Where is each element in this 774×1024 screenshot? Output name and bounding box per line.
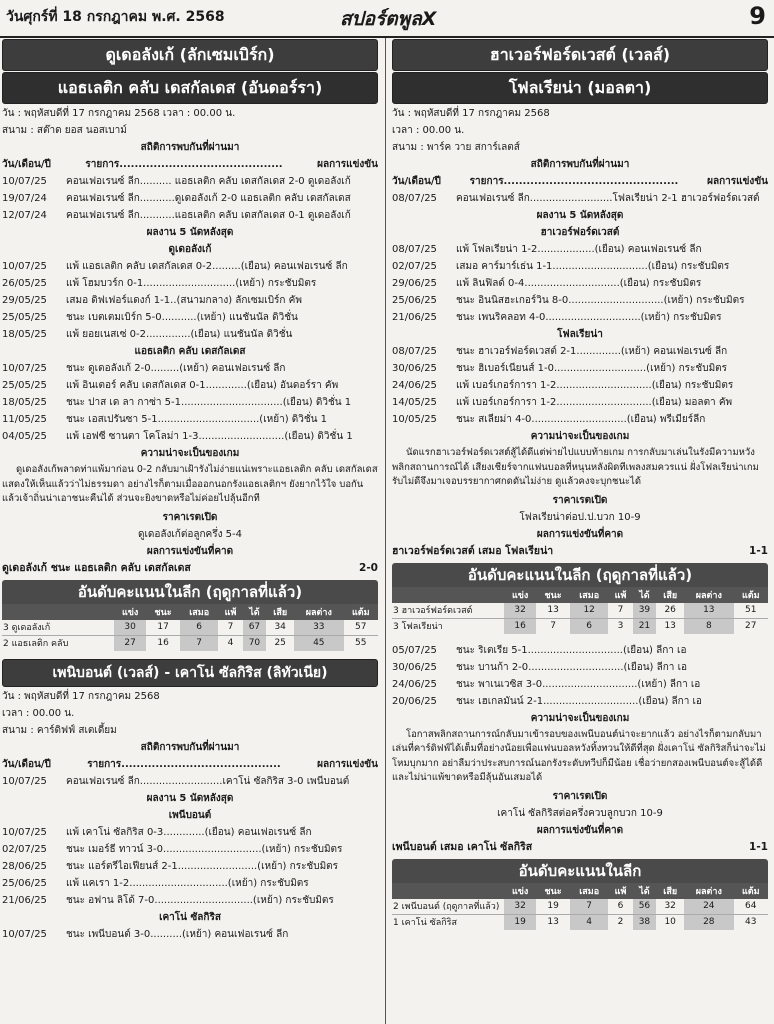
standings-title: อันดับคะแนนในลีก (ฤดูกาลที่แล้ว) [2, 580, 378, 604]
row-date: 21/06/25 [392, 312, 437, 323]
m1-h2h-title: สถิติการพบกันที่ผ่านมา [140, 142, 240, 153]
row-date: 25/05/25 [2, 380, 47, 391]
row-text: ชนะ ฮาเวอร์ฟอร์ดเวสต์ 2-1..............(เหย้า) คอนเฟอเรนซ์ ลีก [456, 346, 728, 357]
row-text: ชนะ เพนริคลอท 4-0..............................(เหย้า) กระชับมิตร [456, 312, 722, 323]
m3-analysis-text: นัดแรกฮาเวอร์ฟอร์ดเวสต์สู้ได้ดีแต่พ่ายไปแบบท้ายเกม การกลับมาเล่นในรังมีความหวังพลิกสถานการณ์ได้ เสียงเชียร์จากแฟนบอลที่หนุนหลังผิดทีเพลงสมควรแน่ ฝั่งโฟลเรียน่าเกมรับไม่ดีจึงมาเจอบรรยากาศกดดันไม่ง่าย ดูแล้วคงจะบุกชนะได้ [392, 447, 759, 487]
cell: 70 [243, 635, 267, 651]
cell: 16 [504, 618, 536, 634]
row-text: คอนเฟอเรนซ์ ลีก...........แอธเลติก คลับ เดสกัลเดส 0-1 ดูเดอลังเก้ [66, 210, 351, 221]
form-row [2, 309, 378, 326]
col-against: เสีย [266, 604, 294, 620]
col-played: แข่ง [504, 587, 536, 603]
row-text: ชนะ เมอร์ธี ทาวน์ 3-0...............................(เหย้า) กระชับมิตร [66, 843, 343, 855]
row-date: 21/06/25 [2, 894, 47, 906]
row-text: ชนะ ริเตเรีย 5-1..............................(เยือน) ลีกา เอ [456, 644, 687, 656]
m3-price-title: ราคาเรตเปิด [552, 494, 608, 506]
row-text: คอนเฟอเรนซ์ ลีก..........................โฟลเรียน่า 2-1 ฮาเวอร์ฟอร์ดเวสต์ [456, 193, 760, 204]
cell: 64 [734, 899, 768, 915]
row-text: แพ้ อินเตอร์ คลับ เดสกัลเดส 0-1.............(เยือน) อันดอร์รา คัพ [66, 380, 339, 391]
m1-away-form-team: แอธเลติก คลับ เดสกัลเดส [134, 346, 246, 357]
column-divider [385, 38, 386, 1024]
col-points: แต้ม [344, 604, 378, 620]
prediction-text: ฮาเวอร์ฟอร์ดเวสต์ เสมอ โฟลเรียน่า [392, 544, 554, 557]
m3-standings [392, 563, 768, 634]
row-date: 10/07/25 [2, 928, 47, 940]
row-date: 26/05/25 [2, 278, 47, 289]
m3-prediction [392, 543, 768, 560]
h2h-col-comp: รายการ.......................................... [87, 758, 281, 770]
row-text: คอนเฟอเรนซ์ ลีก..........................เคาโน่ ซัลกิริส 3-0 เพนีบอนต์ [66, 775, 350, 787]
m3-away-team-banner: โฟลเรียน่า (มอลตา) [392, 72, 768, 104]
row-date: 20/06/25 [392, 695, 437, 707]
row-text: ชนะ เอสเปรันซา 5-1................................(เหย้า) ดิวิชั่น 1 [66, 414, 328, 425]
cell: 17 [146, 620, 180, 636]
team-col [2, 604, 114, 620]
col-lost: แพ้ [608, 883, 632, 899]
col-won: ชนะ [536, 587, 570, 603]
m1-match-day: วัน : พฤหัสบดีที่ 17 กรกฎาคม 2568 เวลา : 00.00 น. [2, 108, 236, 119]
row-text: ชนะ ฮิเบอร์เนียนส์ 1-0.............................(เหย้า) กระชับมิตร [456, 363, 728, 374]
right-column [392, 38, 768, 1024]
m2-away-form-team: เคาโน่ ซัลกิริส [159, 911, 221, 923]
prediction-score: 2-0 [359, 561, 378, 574]
col-won: ชนะ [146, 604, 180, 620]
cell: 7 [550, 621, 556, 631]
team-name: 1 เคาโน่ ซัลกิริส [393, 918, 457, 928]
m2-away-form-list-continued [392, 642, 768, 710]
h2h-col-date: วัน/เดือน/ปี [392, 176, 441, 187]
prediction-score: 1-1 [749, 840, 768, 853]
cell: 45 [294, 635, 343, 651]
cell: 32 [504, 899, 536, 915]
team-name: 2 แอธเลติก คลับ [3, 639, 69, 649]
col-diff: ผลต่าง [684, 883, 733, 899]
cell: 30 [114, 620, 146, 636]
h2h-col-comp: รายการ........................................... [85, 159, 283, 170]
cell: 7 [180, 635, 219, 651]
cell: 6 [608, 899, 632, 915]
m1-analysis-text: ดูเดอลังเก้พลาดท่าแพ้มาก่อน 0-2 กลับมาเฝ้ารังไม่ง่ายแน่เพราะแอธเลติก คลับ เดสกัลเดสแสดงให้เห็นแล้วว่าไม่ธรรมดา อย่างไรก็ตามเมื่อออกนอกรังแอธเลติกฯ ยังยากไว้ใจ บอกันแล้วเจ้าถิ่นน่าเอาชนะคืนได้ ส่วนจะยิงขาดหรือไม่ค่อยไปลุ้นอีกที [2, 464, 378, 504]
standings-row [392, 618, 768, 634]
publication-logo: สปอร์ตพูลX [340, 8, 437, 30]
h2h-row [2, 173, 378, 190]
page-number: 9 [749, 2, 766, 30]
form-row [392, 676, 768, 693]
row-text: แพ้ เบอร์เกอร์การา 1-2..............................(เยือน) กระชับมิตร [456, 380, 734, 391]
h2h-row [2, 207, 378, 224]
cell: 27 [745, 621, 757, 631]
row-text: ชนะ ดูเดอลังเก้ 2-0.........(เหย้า) คอนเฟอเรนซ์ ลีก [66, 363, 286, 374]
row-text: ชนะ ปาส เด ลา กาซ่า 5-1................................(เยือน) ดิวิชั่น 1 [66, 397, 352, 408]
row-date: 10/07/25 [2, 176, 47, 187]
m3-h2h-title: สถิติการพบกันที่ผ่านมา [530, 159, 630, 170]
m1-home-form-team: ดูเดอลังเก้ [168, 244, 212, 255]
standings-table [392, 587, 768, 634]
standings-title: อันดับคะแนนในลีก (ฤดูกาลที่แล้ว) [392, 563, 768, 587]
row-date: 12/07/24 [2, 210, 47, 221]
row-text: ชนะ อินนิสฮะเกอร์วิน 8-0..............................(เหย้า) กระชับมิตร [456, 295, 745, 306]
page-header [0, 0, 774, 38]
col-for: ได้ [243, 604, 267, 620]
form-row [2, 275, 378, 292]
cell: 2 [617, 917, 624, 927]
m3-form-title: ผลงาน 5 นัดหลังสุด [536, 210, 624, 221]
form-row [2, 377, 378, 394]
m2-prediction-title: ผลการแข่งขันที่คาด [536, 824, 624, 836]
cell: 57 [344, 620, 378, 636]
row-date: 10/07/25 [2, 775, 47, 787]
cell: 33 [294, 620, 343, 636]
standings-header-row [392, 587, 768, 603]
row-text: แพ้ แอธเลติก คลับ เดสกัลเดส 0-2.........(เยือน) คอนเฟอเรนซ์ ลีก [66, 261, 348, 272]
h2h-row [2, 190, 378, 207]
standings-row [2, 635, 378, 651]
prediction-text: เพนีบอนต์ เสมอ เคาโน่ ซัลกิริส [392, 840, 533, 853]
standings-table [392, 883, 768, 930]
standings-row [392, 603, 768, 619]
form-row [392, 309, 768, 326]
m2-price-title: ราคาเรตเปิด [552, 790, 608, 802]
row-date: 14/05/25 [392, 397, 437, 408]
m2-match-banner: เพนิบอนต์ (เวลส์) - เคาโน่ ซัลกิริส (ลิทัวเนีย) [2, 659, 378, 687]
row-date: 24/06/25 [392, 678, 437, 690]
cell: 39 [633, 603, 657, 619]
m1-home-team-banner: ดูเดอลังเก้ (ลักเซมเบิร์ก) [2, 39, 378, 71]
m2-match-time: เวลา : 00.00 น. [2, 707, 75, 719]
row-text: คอนเฟอเรนซ์ ลีก.......... แอธเลติก คลับ เดสกัลเดส 2-0 ดูเดอลังเก้ [66, 176, 351, 187]
cell: 13 [536, 603, 570, 619]
col-played: แข่ง [114, 604, 146, 620]
h2h-col-comp: รายการ.............................................. [469, 176, 679, 187]
cell: 67 [243, 620, 267, 636]
row-date: 18/05/25 [2, 397, 47, 408]
m3-price: โฟลเรียน่าต่อป.ป.บวก 10-9 [519, 511, 641, 523]
cell: 7 [218, 620, 242, 636]
cell: 13 [664, 621, 676, 631]
row-date: 08/07/25 [392, 244, 437, 255]
m3-home-form-team: ฮาเวอร์ฟอร์ดเวสต์ [540, 227, 620, 238]
form-row [2, 892, 378, 909]
m3-home-form-list [392, 241, 768, 326]
cell: 7 [608, 603, 632, 619]
row-date: 29/05/25 [2, 295, 47, 306]
h2h-row [2, 773, 378, 790]
col-drawn: เสมอ [570, 587, 609, 603]
cell: 24 [684, 899, 733, 915]
col-points: แต้ม [734, 587, 768, 603]
row-text: ชนะ เบตเตมเบิร์ก 5-0...........(เหย้า) แนชันนัล ดิวิชั่น [66, 312, 298, 323]
row-date: 11/05/25 [2, 414, 47, 425]
m1-venue: สนาม : สต๊าด ยอส นอสเบาม์ [2, 125, 127, 136]
m2-venue: สนาม : คาร์ดิฟฟ์ สเตเดี้ยม [2, 724, 117, 736]
row-date: 05/07/25 [392, 644, 437, 656]
m2-analysis-title: ความน่าจะเป็นของเกม [530, 712, 630, 724]
cell: 56 [633, 899, 657, 915]
row-date: 24/06/25 [392, 380, 437, 391]
form-row [2, 326, 378, 343]
form-row [392, 258, 768, 275]
prediction-text: ดูเดอลังเก้ ชนะ แอธเลติก คลับ เดสกัลเดส [2, 561, 191, 574]
row-text: แพ้ เอฟซี ซานตา โคโลม่า 1-3...........................(เยือน) ดิวิชั่น 1 [66, 431, 353, 442]
standings-title: อันดับคะแนนในลีก [392, 859, 768, 883]
row-text: แพ้ ลินฟิลด์ 0-4..............................(เยือน) กระชับมิตร [456, 278, 702, 289]
form-row [392, 360, 768, 377]
cell: 6 [570, 618, 609, 634]
cell: 51 [734, 603, 768, 619]
row-text: ชนะ บานก้า 2-0..............................(เยือน) ลีกา เอ [456, 661, 688, 673]
standings-row [392, 914, 768, 930]
m1-prediction [2, 560, 378, 577]
form-row [2, 858, 378, 875]
row-text: คอนเฟอเรนซ์ ลีก...........ดูเดอลังเก้ 2-0 แอธเลติก คลับ เดสกัลเดส [66, 193, 351, 204]
form-row [392, 394, 768, 411]
m2-analysis-text: โอกาสพลิกสถานการณ์กลับมาเข้ารอบของเพนีบอนต์น่าจะยากแล้ว อย่างไรก็ตามกลับมาเล่นที่คาร์ดิฟฟ์ได้เต็มที่อย่างน้อยเพื่อแฟนบอลหวังทิ้งทวนให้ดีที่สุด ฝั่งเคาโน่ ซัลกิริสก็น่าจะไม่โหมบุกมาก อย่าลืมว่าประสบการณ์นอกรังระดับทวีปก็มีน้อย เชื่อว่ายกสองเพนีบอนต์จะสู้ได้ดีและไม่น่าแพ้ขาดหรือมีลุ้นอันเสมอได้ [392, 728, 766, 783]
form-row [392, 642, 768, 659]
row-text: แพ้ เคาโน่ ซัลกิริส 0-3.............(เยือน) คอนเฟอเรนซ์ ลีก [66, 826, 312, 838]
m2-form-title: ผลงาน 5 นัดหลังสุด [146, 792, 234, 804]
row-date: 25/06/25 [2, 877, 47, 889]
form-row [2, 394, 378, 411]
m3-away-form-list [392, 343, 768, 428]
form-row [392, 241, 768, 258]
row-date: 02/07/25 [2, 843, 47, 855]
m1-away-team-banner: แอธเลติก คลับ เดสกัลเดส (อันดอร์รา) [2, 72, 378, 104]
m1-form-title: ผลงาน 5 นัดหลังสุด [146, 227, 234, 238]
m2-h2h-header [2, 756, 378, 773]
form-row [2, 824, 378, 841]
col-played: แข่ง [504, 883, 536, 899]
row-text: ชนะ พาเนเวซิส 3-0..............................(เหย้า) ลีกา เอ [456, 678, 701, 690]
form-row [2, 428, 378, 445]
h2h-col-date: วัน/เดือน/ปี [2, 159, 51, 170]
col-diff: ผลต่าง [294, 604, 343, 620]
form-row [2, 926, 378, 943]
standings-row [2, 620, 378, 636]
team-name: 3 ดูเดอลังเก้ [2, 620, 114, 636]
cell: 43 [745, 917, 757, 927]
cell: 7 [570, 899, 609, 915]
col-for: ได้ [633, 883, 657, 899]
m2-home-form-list [2, 824, 378, 909]
team-col [392, 587, 504, 603]
m1-home-form-list [2, 258, 378, 343]
row-text: ชนะ แอร์ตรีไอเฟียนส์ 2-1.........................(เหย้า) กระชับมิตร [66, 860, 339, 872]
m3-venue: สนาม : พาร์ค วาย สการ์เลตส์ [392, 142, 520, 153]
m1-away-form-list [2, 360, 378, 445]
left-column [2, 38, 378, 1024]
row-text: ชนะ สเลียม่า 4-0..............................(เยือน) พรีเมียร์ลีก [456, 414, 706, 425]
cell: 13 [684, 603, 733, 619]
col-for: ได้ [633, 587, 657, 603]
cell: 8 [684, 618, 733, 634]
row-date: 10/07/25 [2, 363, 47, 374]
m3-home-team-banner: ฮาเวอร์ฟอร์ดเวสต์ (เวลส์) [392, 39, 768, 71]
team-name: 2 เพนีบอนต์ (ฤดูกาลที่แล้ว) [392, 899, 504, 915]
standings-header-row [2, 604, 378, 620]
col-drawn: เสมอ [180, 604, 219, 620]
m2-h2h-title: สถิติการพบกันที่ผ่านมา [140, 741, 240, 753]
cell: 4 [570, 914, 609, 930]
team-col [392, 883, 504, 899]
form-row [392, 411, 768, 428]
row-date: 19/07/24 [2, 193, 47, 204]
row-text: แพ้ เบอร์เกอร์การา 1-2..............................(เยือน) มอลตา คัพ [456, 397, 733, 408]
col-lost: แพ้ [218, 604, 242, 620]
cell: 25 [274, 638, 286, 648]
h2h-col-result: ผลการแข่งขัน [317, 758, 378, 770]
m2-prediction [392, 839, 768, 856]
m1-price-title: ราคาเรตเปิด [162, 511, 218, 523]
form-row [2, 841, 378, 858]
cell: 6 [180, 620, 219, 636]
col-lost: แพ้ [608, 587, 632, 603]
cell: 13 [547, 917, 559, 927]
m3-h2h-header [392, 173, 768, 190]
row-date: 10/07/25 [2, 261, 47, 272]
row-text: แพ้ แคเรา 1-2...............................(เหย้า) กระชับมิตร [66, 877, 309, 889]
m1-prediction-title: ผลการแข่งขันที่คาด [146, 545, 234, 557]
form-row [392, 659, 768, 676]
form-row [392, 377, 768, 394]
cell: 32 [504, 603, 536, 619]
row-text: เสมอ ดิฟเฟอร์แดงก์ 1-1..(สนามกลาง) ลักเซมเบิร์ก คัพ [66, 295, 302, 306]
m3-away-form-team: โฟลเรียน่า [557, 329, 603, 340]
standings-row [392, 899, 768, 915]
cell: 19 [536, 899, 570, 915]
m2-price: เคาโน่ ซัลกิริสต่อครึ่งควบลูกบวก 10-9 [497, 807, 663, 819]
cell: 21 [633, 618, 657, 634]
cell: 3 [617, 621, 624, 631]
h2h-col-result: ผลการแข่งขัน [707, 176, 768, 187]
col-diff: ผลต่าง [684, 587, 733, 603]
row-date: 25/06/25 [392, 295, 437, 306]
row-text: แพ้ โฟลเรียน่า 1-2..................(เยือน) คอนเฟอเรนซ์ ลีก [456, 244, 702, 255]
h2h-col-result: ผลการแข่งขัน [317, 159, 378, 170]
h2h-row [392, 190, 768, 207]
row-date: 04/05/25 [2, 431, 47, 442]
form-row [392, 693, 768, 710]
row-date: 02/07/25 [392, 261, 437, 272]
col-against: เสีย [656, 587, 684, 603]
row-date: 30/06/25 [392, 363, 437, 374]
form-row [2, 292, 378, 309]
cell: 10 [664, 917, 676, 927]
cell: 27 [114, 635, 146, 651]
m3-analysis-title: ความน่าจะเป็นของเกม [530, 431, 630, 442]
cell: 28 [684, 914, 733, 930]
row-text: ชนะ เพนีบอนต์ 3-0..........(เหย้า) คอนเฟอเรนซ์ ลีก [66, 928, 289, 940]
cell: 4 [227, 638, 234, 648]
cell: 32 [656, 899, 684, 915]
form-row [2, 360, 378, 377]
col-drawn: เสมอ [570, 883, 609, 899]
cell: 38 [633, 914, 657, 930]
row-date: 28/06/25 [2, 860, 47, 872]
standings-header-row [392, 883, 768, 899]
m3-prediction-title: ผลการแข่งขันที่คาด [536, 528, 624, 540]
m3-match-day: วัน : พฤหัสบดีที่ 17 กรกฎาคม 2568 [392, 108, 550, 119]
row-text: แพ้ โฮมบวร์ก 0-1.............................(เหย้า) กระชับมิตร [66, 278, 317, 289]
m1-h2h-header [2, 156, 378, 173]
row-date: 10/07/25 [2, 826, 47, 838]
row-text: ชนะ เฮเกลมันน์ 2-1..............................(เยือน) ลีกา เอ [456, 695, 702, 707]
m1-analysis-title: ความน่าจะเป็นของเกม [140, 448, 240, 459]
form-row [2, 875, 378, 892]
cell: 12 [570, 603, 609, 619]
col-against: เสีย [656, 883, 684, 899]
team-name: 3 โฟลเรียน่า [393, 622, 443, 632]
row-text: ชนะ อฟาน ลิโด้ 7-0...............................(เหย้า) กระชับมิตร [66, 894, 334, 906]
issue-date: วันศุกร์ที่ 18 กรกฎาคม พ.ศ. 2568 [6, 9, 225, 25]
prediction-score: 1-1 [749, 544, 768, 557]
form-row [392, 275, 768, 292]
h2h-col-date: วัน/เดือน/ปี [2, 758, 51, 770]
row-date: 10/05/25 [392, 414, 437, 425]
row-date: 08/07/25 [392, 346, 437, 357]
cell: 55 [355, 638, 367, 648]
m3-match-time: เวลา : 00.00 น. [392, 125, 465, 136]
form-row [2, 411, 378, 428]
form-row [392, 343, 768, 360]
row-date: 25/05/25 [2, 312, 47, 323]
cell: 16 [157, 638, 169, 648]
m2-match-day: วัน : พฤหัสบดีที่ 17 กรกฎาคม 2568 [2, 690, 160, 702]
m2-standings [392, 859, 768, 930]
row-text: แพ้ ยอยเนสเซ่ 0-2..............(เยือน) แนชันนัล ดิวิชั่น [66, 329, 293, 340]
cell: 34 [266, 620, 294, 636]
row-date: 18/05/25 [2, 329, 47, 340]
team-name: 3 ฮาเวอร์ฟอร์ดเวสต์ [392, 603, 504, 619]
standings-table [2, 604, 378, 651]
row-date: 08/07/25 [392, 193, 437, 204]
cell: 19 [504, 914, 536, 930]
m2-home-form-team: เพนีบอนต์ [168, 809, 212, 821]
form-row [2, 258, 378, 275]
m1-h2h-list [2, 173, 378, 224]
form-row [392, 292, 768, 309]
col-won: ชนะ [536, 883, 570, 899]
m1-standings [2, 580, 378, 651]
cell: 26 [656, 603, 684, 619]
row-date: 30/06/25 [392, 661, 437, 673]
col-points: แต้ม [734, 883, 768, 899]
row-text: เสมอ คาร์มาร์เธ่น 1-1..............................(เยือน) กระชับมิตร [456, 261, 730, 272]
row-date: 29/06/25 [392, 278, 437, 289]
m1-price: ดูเดอลังเก้ต่อลูกครึ่ง 5-4 [137, 528, 243, 540]
